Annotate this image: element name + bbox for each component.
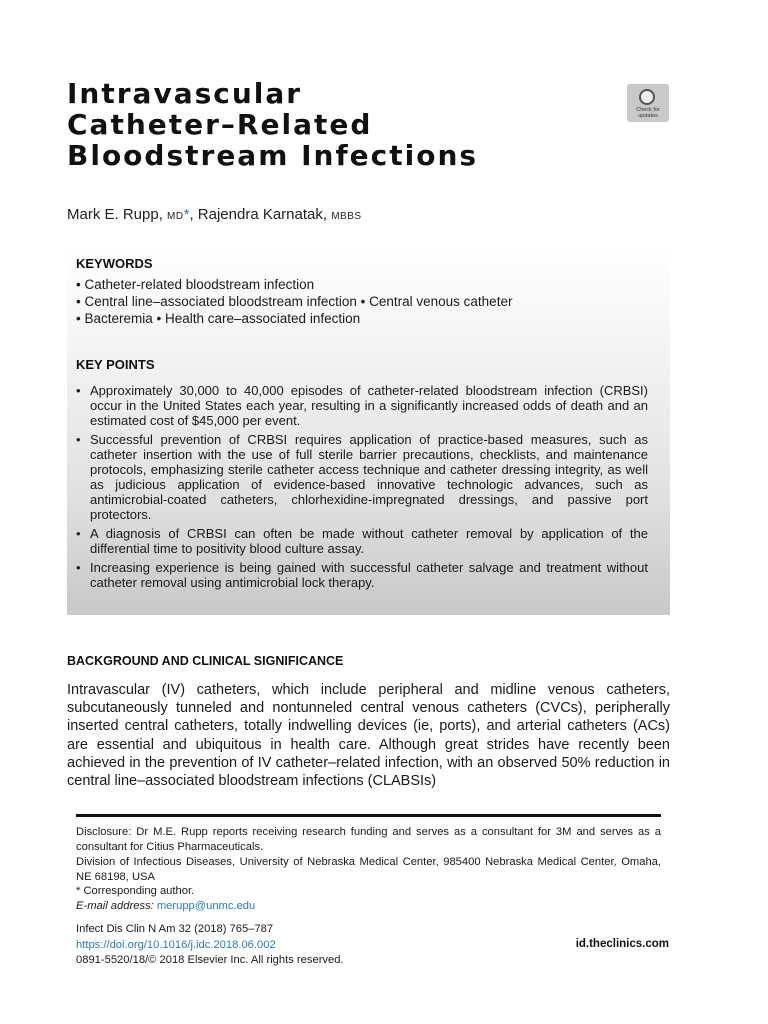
disclosure-note: Disclosure: Dr M.E. Rupp reports receiving research funding and serves as a consultant for 3M and serves as a consultant for Citius Pharmaceuticals. [76, 826, 661, 853]
doi-link[interactable]: https://doi.org/10.1016/j.idc.2018.06.002 [76, 938, 276, 951]
author-name: , Rajendra Karnatak, [189, 206, 328, 223]
title-line: Catheter–Related [67, 108, 373, 141]
title-line: Bloodstream Infections [67, 139, 479, 172]
body-paragraph: Intravascular (IV) catheters, which include peripheral and midline venous catheters, subcutaneously tunneled and nontunneled central venous catheters (CVCs), peripherally inserted central catheters, totally indwelling devices (ie, ports), and arterial catheters (ACs) are essential and ubiquitous in health care. Although great strides have recently been achieved in the prevention of IV catheter–related infection, with an observed 50% reduction in central line–associated bloodstream infections (CLABSIs) [67, 682, 670, 790]
title-line: Intravascular [67, 77, 303, 110]
check-for-updates-icon [639, 89, 655, 105]
journal-site-link[interactable]: id.theclinics.com [575, 938, 669, 950]
key-point-item: • Approximately 30,000 to 40,000 episodes of catheter-related bloodstream infection (CRBSI) occur in the United States each year, resulting in a significantly increased odds of death and an estimated cost of $45,000 per event. [76, 383, 648, 428]
key-point-item: • A diagnosis of CRBSI can often be made without catheter removal by application of the differential time to positivity blood culture assay. [76, 526, 648, 556]
email-link[interactable]: merupp@unmc.edu [156, 900, 256, 912]
journal-citation: Infect Dis Clin N Am 32 (2018) 765–787 [76, 923, 274, 935]
section-heading: BACKGROUND AND CLINICAL SIGNIFICANCE [67, 654, 344, 668]
keyword-line: • Bacteremia • Health care–associated infection [76, 311, 361, 326]
key-point-item: • Successful prevention of CRBSI requires application of practice-based measures, such as catheter insertion with the use of full sterile barrier precautions, checklists, and maintenance protocols, emphasizing sterile catheter access technique and catheter dressing integrity, as well as judicious application of evidence-based innovative technologic advances, such as antimicrobial-coated catheters, chlorhexidine-impregnated dressings, and passive port protectors. [76, 432, 648, 522]
keyword-line: • Catheter-related bloodstream infection [76, 277, 315, 292]
citation-block [76, 922, 344, 969]
email-note [76, 899, 661, 914]
issn-copyright: 0891-5520/18/© 2018 Elsevier Inc. All rights reserved. [76, 954, 344, 966]
author-line [67, 206, 362, 223]
email-label: E-mail address: [76, 900, 154, 912]
corresponding-author-mark[interactable]: * [183, 206, 190, 223]
author-degree: MD [167, 211, 184, 222]
key-points-heading: KEY POINTS [76, 357, 155, 372]
author-name: Mark E. Rupp, [67, 206, 163, 223]
author-degree: MBBS [331, 211, 362, 222]
corresponding-note: * Corresponding author. [76, 885, 195, 897]
check-for-updates-badge[interactable] [627, 84, 669, 122]
footnote-divider [76, 814, 661, 817]
keywords-keypoints-box [67, 246, 670, 615]
keyword-line: • Central line–associated bloodstream infection • Central venous catheter [76, 294, 513, 309]
key-point-item: • Increasing experience is being gained with successful catheter salvage and treatment without catheter removal using antimicrobial lock therapy. [76, 560, 648, 590]
affiliation-note: Division of Infectious Diseases, University of Nebraska Medical Center, 985400 Nebraska Medical Center, Omaha, NE 68198, USA [76, 856, 661, 883]
article-title [67, 78, 478, 171]
key-points-list [76, 383, 648, 594]
keywords-heading: KEYWORDS [76, 256, 153, 271]
badge-text: Check for updates [636, 107, 660, 119]
